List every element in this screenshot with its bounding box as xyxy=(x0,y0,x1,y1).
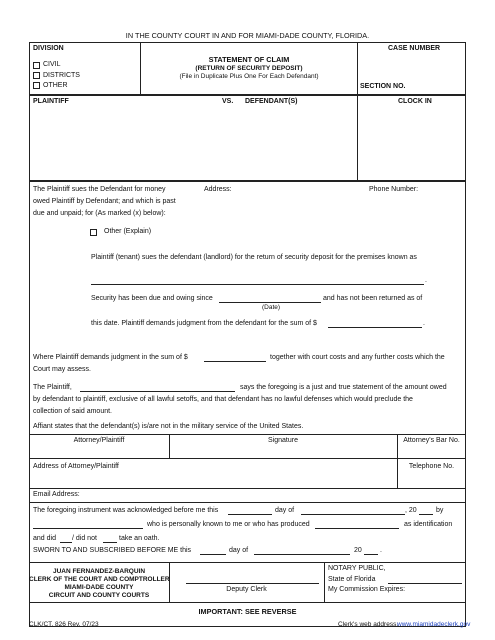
form-note: (File in Duplicate Plus One For Each Defendant) xyxy=(179,73,319,80)
other-explain-label: Other (Explain) xyxy=(104,228,152,235)
other-label: OTHER xyxy=(43,82,68,89)
other-checkbox[interactable] xyxy=(33,82,40,89)
claim-line3-pre: Security has been due and owing since xyxy=(91,295,213,302)
sworn-month-line[interactable] xyxy=(254,554,350,555)
civil-checkbox[interactable] xyxy=(33,62,40,69)
clerk-county: MIAMI-DADE COUNTY xyxy=(64,584,134,591)
affirm-line2: by defendant to plaintiff, exclusive of all lawful setoffs, and that defendant has no lawful defenses which would preclude the xyxy=(33,396,413,403)
notary-public-title: NOTARY PUBLIC, xyxy=(328,565,386,572)
did-line[interactable] xyxy=(60,542,72,543)
plaintiff-name-line[interactable] xyxy=(80,391,235,392)
sworn-day-line[interactable] xyxy=(200,554,226,555)
districts-checkbox[interactable] xyxy=(33,72,40,79)
defendant-label: DEFENDANT(S) xyxy=(245,98,298,105)
clerk-courts: CIRCUIT AND COUNTY COURTS xyxy=(48,592,150,599)
judgment-sum-line[interactable] xyxy=(204,361,266,362)
judgment-post: together with court costs and any further costs which the xyxy=(270,354,445,361)
claim-line4: this date. Plaintiff demands judgment from the defendant for the sum of $ xyxy=(91,320,317,327)
sworn-year-line[interactable] xyxy=(364,554,378,555)
sues-line3: due and unpaid; for (As marked (x) below): xyxy=(33,210,166,217)
address-label: Address: xyxy=(204,186,232,193)
sues-line2: owed Plaintiff by Defendant; and which is past xyxy=(33,198,176,205)
form-id: CLK/CT. 826 Rev. 07/23 xyxy=(29,621,99,628)
parties-box xyxy=(29,95,466,181)
signature-label: Signature xyxy=(268,437,298,444)
affirm-line3: collection of said amount. xyxy=(33,408,112,415)
form-subtitle: (RETURN OF SECURITY DEPOSIT) xyxy=(195,65,303,72)
clerk-title: CLERK OF THE COURT AND COMPTROLLER xyxy=(29,576,170,583)
other-explain-checkbox[interactable] xyxy=(90,229,97,236)
case-number-label: CASE NUMBER xyxy=(388,45,441,52)
email-label: Email Address: xyxy=(33,491,80,498)
important-notice: IMPORTANT: SEE REVERSE xyxy=(198,607,297,616)
vs-label: VS. xyxy=(222,98,234,105)
clock-in-label: CLOCK IN xyxy=(398,98,432,105)
section-no-label: SECTION NO. xyxy=(360,83,406,90)
notary-month-line[interactable] xyxy=(301,514,405,515)
division-label: DIVISION xyxy=(33,45,64,52)
judgment-pre: Where Plaintiff demands judgment in the sum of $ xyxy=(33,354,188,361)
notary-signature-line[interactable] xyxy=(388,583,462,584)
web-address-label: Clerk's web address: xyxy=(338,621,399,628)
did-not-line[interactable] xyxy=(103,542,117,543)
deputy-clerk-line[interactable] xyxy=(186,583,319,584)
bar-no-label: Attorney's Bar No. xyxy=(403,437,460,444)
phone-label: Phone Number: xyxy=(369,186,419,193)
premises-line[interactable] xyxy=(91,284,424,285)
military-statement: Affiant states that the defendant(s) is/are not in the military service of the United States. xyxy=(33,423,304,430)
date-caption: (Date) xyxy=(262,304,281,311)
affirm-post: says the foregoing is a just and true statement of the amount owed xyxy=(240,384,447,391)
notary-year-line[interactable] xyxy=(419,514,433,515)
claim-sum-line[interactable] xyxy=(328,327,422,328)
main-box xyxy=(29,181,466,627)
state-of-florida: State of Florida xyxy=(328,576,376,583)
claim-line1: Plaintiff (tenant) sues the defendant (landlord) for the return of security deposit for the premises known as xyxy=(91,254,417,261)
court-header: IN THE COUNTY COURT IN AND FOR MIAMI-DADE COUNTY, FLORIDA. xyxy=(125,31,370,40)
notary-day-line[interactable] xyxy=(228,514,272,515)
telephone-label: Telephone No. xyxy=(408,463,455,470)
identification-line[interactable] xyxy=(315,528,399,529)
deputy-clerk-label: Deputy Clerk xyxy=(226,586,267,593)
clerk-website-link[interactable]: www.miamidadeclerk.gov xyxy=(397,621,471,628)
claim-line3-post: and has not been returned as of xyxy=(323,295,423,302)
districts-label: DISTRICTS xyxy=(43,72,80,79)
affirm-pre: The Plaintiff, xyxy=(33,384,72,391)
judgment-line2: Court may assess. xyxy=(33,366,91,373)
form-title: STATEMENT OF CLAIM xyxy=(208,55,290,64)
known-person-line[interactable] xyxy=(33,528,143,529)
attorney-plaintiff-label: Attorney/Plaintiff xyxy=(73,437,125,444)
notary-l1-pre: The foregoing instrument was acknowledged before me this xyxy=(33,507,219,514)
plaintiff-label: PLAINTIFF xyxy=(33,98,69,105)
sues-line1: The Plaintiff sues the Defendant for money xyxy=(33,186,166,193)
due-date-line[interactable] xyxy=(219,302,321,303)
clerk-name: JUAN FERNANDEZ-BARQUIN xyxy=(52,568,146,575)
attorney-address-label: Address of Attorney/Plaintiff xyxy=(33,463,119,470)
civil-label: CIVIL xyxy=(43,61,61,68)
commission-expires: My Commission Expires: xyxy=(328,586,406,593)
